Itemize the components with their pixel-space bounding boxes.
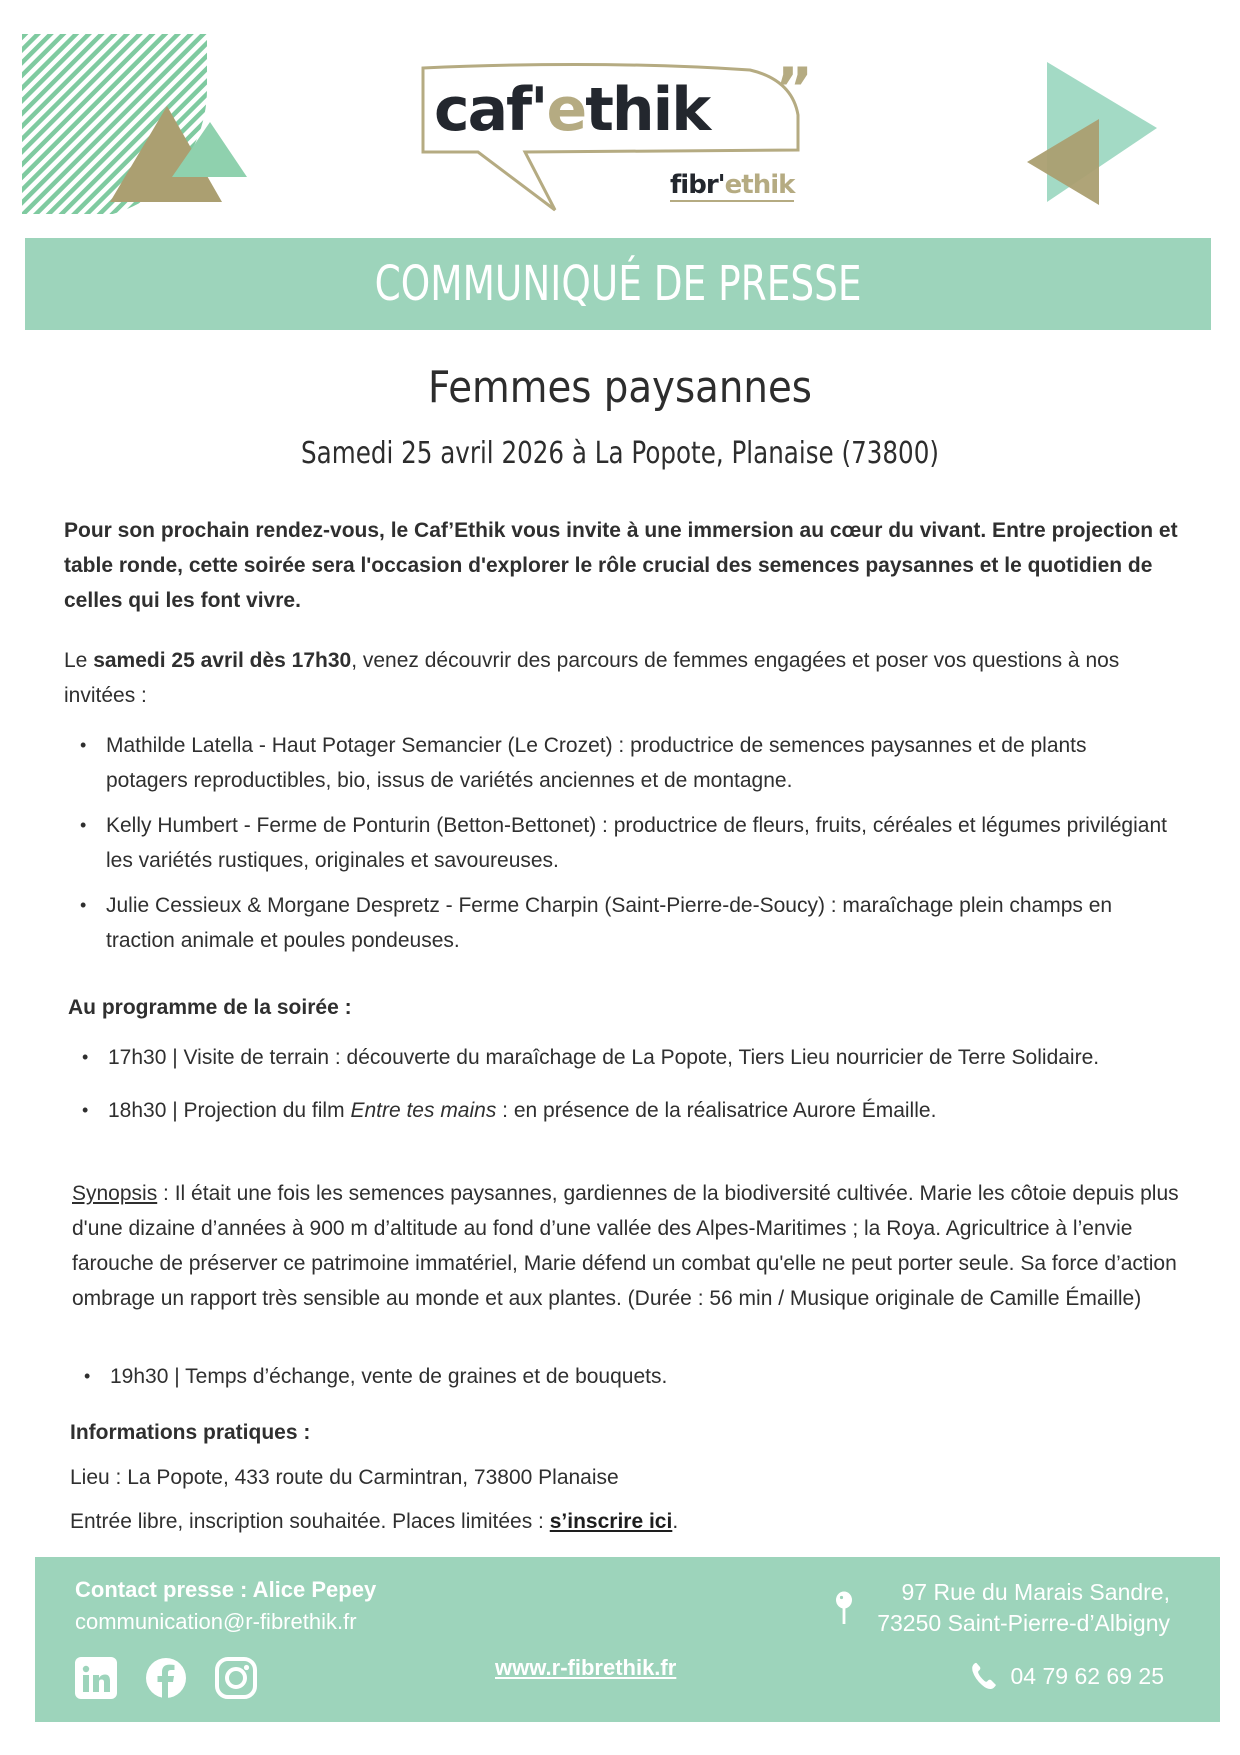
recycle-e-small-icon: e — [724, 170, 742, 200]
programme-list-continued — [66, 1359, 1176, 1394]
social-icons — [75, 1657, 257, 1699]
programme-text: 18h30 | Projection du film — [108, 1099, 351, 1122]
synopsis-text: : Il était une fois les semences paysannes, gardiennes de la biodiversité cultivée. Marie les côtoie depuis plus d'une dizaine d’années à 900 m d’altitude au fond d’une vallée des Alpes-Maritimes ; la Roya. Agricultrice à l’envie farouche de préserver ce patrimoine immatériel, Marie défend un combat qu'elle ne peut porter seule. Sa force d’action ombrage un rapport très sensible au monde et aux plantes. (Durée : 56 min / Musique originale de Camille Émaille) — [72, 1182, 1179, 1310]
lead-date-time: samedi 25 avril dès 17h30 — [93, 649, 352, 672]
facebook-icon[interactable] — [145, 1657, 187, 1699]
guests-list — [62, 728, 1172, 968]
footer-contact-box — [35, 1557, 1220, 1722]
sublogo-text-thik: thik — [741, 170, 795, 200]
film-title: Entre tes mains — [350, 1099, 497, 1122]
list-item-programme: • 17h30 | Visite de terrain : découverte du maraîchage de La Popote, Tiers Lieu nourricier de Terre Solidaire. — [64, 1040, 1174, 1075]
instagram-icon[interactable] — [215, 1657, 257, 1699]
address — [877, 1577, 1170, 1639]
quote-mark-icon: ” — [775, 55, 814, 123]
list-item-programme: • 19h30 | Temps d’échange, vente de graines et de bouquets. — [66, 1359, 1176, 1394]
sublogo-text-fibr: fibr' — [670, 170, 725, 200]
press-contact-email[interactable]: communication@r-fibrethik.fr — [75, 1609, 357, 1634]
event-title: Femmes paysannes — [428, 362, 812, 413]
location-pin-icon — [835, 1591, 853, 1625]
info-heading: Informations pratiques : — [70, 1421, 311, 1444]
info-place: Lieu : La Popote, 433 route du Carmintran, 73800 Planaise — [70, 1466, 619, 1489]
phone-number[interactable]: 04 79 62 69 25 — [1010, 1662, 1164, 1689]
list-item-guest: • Julie Cessieux & Morgane Despretz - Ferme Charpin (Saint-Pierre-de-Soucy) : maraîchage plein champs en traction animale et poules pondeuses. — [62, 888, 1172, 958]
decorative-shapes-left — [22, 34, 252, 214]
programme-heading: Au programme de la soirée : — [68, 996, 352, 1019]
list-item-guest: • Kelly Humbert - Ferme de Ponturin (Betton-Bettonet) : productrice de fleurs, fruits, céréales et légumes privilégiant les variétés rustiques, originales et savoureuses. — [62, 808, 1172, 878]
phone-contact — [971, 1662, 1164, 1690]
website-link[interactable]: www.r-fibrethik.fr — [495, 1655, 677, 1680]
fibrethik-sublogo — [670, 172, 794, 202]
synopsis-paragraph — [72, 1176, 1182, 1316]
banner-title: COMMUNIQUÉ DE PRESSE — [374, 256, 862, 312]
linkedin-icon[interactable] — [75, 1657, 117, 1699]
address-line-2: 73250 Saint-Pierre-d’Albigny — [877, 1610, 1170, 1636]
list-item-guest: • Mathilde Latella - Haut Potager Semancier (Le Crozet) : productrice de semences paysannes et de plants potagers reproductibles, bio, issus de variétés anciennes et de montagne. — [62, 728, 1172, 798]
logo-text-caf: caf' — [434, 75, 547, 145]
press-release-banner — [25, 238, 1211, 330]
logo-text-thik: thik — [585, 75, 710, 145]
intro-paragraph: Pour son prochain rendez-vous, le Caf’Ethik vous invite à une immersion au cœur du vivant. Entre projection et table ronde, cette soirée sera l'occasion d'explorer le rôle crucial des semences paysannes et le quotidien de celles qui les font vivre. — [64, 519, 1178, 612]
press-contact-name: Contact presse : Alice Pepey — [75, 1577, 377, 1602]
entry-text: Entrée libre, inscription souhaitée. Places limitées : — [70, 1510, 550, 1533]
lead-prefix: Le — [64, 649, 94, 672]
programme-text: : en présence de la réalisatrice Aurore Émaille. — [496, 1099, 937, 1122]
cafethik-logo — [420, 55, 820, 215]
register-link[interactable]: s’inscrire ici — [549, 1510, 673, 1533]
lead-suffix: , venez découvrir des parcours de femmes engagées et poser vos questions à nos invitées : — [64, 649, 1120, 707]
programme-list — [64, 1040, 1174, 1146]
recycle-e-icon: e — [546, 75, 586, 145]
synopsis-label: Synopsis — [72, 1182, 158, 1205]
event-subtitle: Samedi 25 avril 2026 à La Popote, Planaise (73800) — [301, 436, 939, 471]
list-item-programme — [64, 1093, 1174, 1128]
lead-paragraph — [64, 643, 1184, 713]
entry-period: . — [672, 1510, 679, 1533]
decorative-shapes-right — [1025, 62, 1170, 207]
logo-wordmark — [434, 75, 710, 145]
address-line-1: 97 Rue du Marais Sandre, — [901, 1579, 1170, 1605]
info-entry — [70, 1504, 678, 1539]
phone-icon — [971, 1662, 997, 1690]
